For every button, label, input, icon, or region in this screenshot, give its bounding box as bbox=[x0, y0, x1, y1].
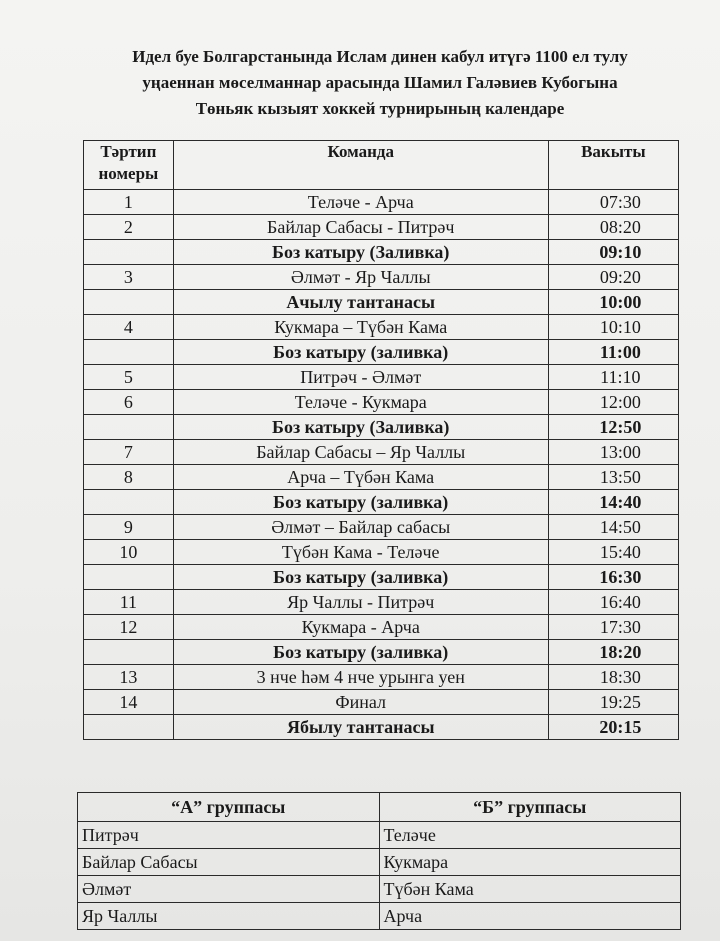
cell-time: 10:10 bbox=[548, 315, 678, 340]
cell-time: 11:10 bbox=[548, 365, 678, 390]
title-line-3: Төньяк кызыят хоккей турнирының календаре bbox=[195, 99, 565, 118]
schedule-header-row bbox=[84, 141, 679, 190]
groups-header-row bbox=[78, 793, 681, 822]
cell-num bbox=[84, 715, 174, 740]
cell-time: 09:10 bbox=[548, 240, 678, 265]
group-row bbox=[78, 876, 681, 903]
group-row bbox=[78, 849, 681, 876]
schedule-row bbox=[84, 365, 679, 390]
cell-time: 07:30 bbox=[548, 190, 678, 215]
schedule-row bbox=[84, 590, 679, 615]
cell-time: 16:30 bbox=[548, 565, 678, 590]
cell-team: Байлар Сабасы - Питрәч bbox=[173, 215, 548, 240]
cell-team: Ачылу тантанасы bbox=[173, 290, 548, 315]
groups-table bbox=[77, 792, 681, 930]
schedule-row bbox=[84, 215, 679, 240]
cell-time: 13:00 bbox=[548, 440, 678, 465]
header-time: Вакыты bbox=[548, 141, 678, 190]
cell-team: Боз катыру (заливка) bbox=[173, 565, 548, 590]
schedule-row bbox=[84, 290, 679, 315]
schedule-row bbox=[84, 715, 679, 740]
title-line-2: уңаеннан мөселманнар арасында Шамил Галәвиев Кубогына bbox=[142, 73, 618, 92]
cell-num: 11 bbox=[84, 590, 174, 615]
cell-num: 8 bbox=[84, 465, 174, 490]
cell-time: 14:50 bbox=[548, 515, 678, 540]
group-a-team: Яр Чаллы bbox=[78, 903, 380, 930]
cell-time: 13:50 bbox=[548, 465, 678, 490]
cell-team: Боз катыру (заливка) bbox=[173, 490, 548, 515]
cell-num bbox=[84, 490, 174, 515]
cell-time: 16:40 bbox=[548, 590, 678, 615]
title-line-1: Идел буе Болгарстанында Ислам динен кабул итүгә 1100 ел тулу bbox=[132, 47, 628, 66]
cell-num: 4 bbox=[84, 315, 174, 340]
schedule-row bbox=[84, 490, 679, 515]
cell-team: Кукмара - Арча bbox=[173, 615, 548, 640]
cell-num: 13 bbox=[84, 665, 174, 690]
header-team: Команда bbox=[173, 141, 548, 190]
schedule-row bbox=[84, 440, 679, 465]
schedule-row bbox=[84, 540, 679, 565]
cell-num bbox=[84, 565, 174, 590]
schedule-row bbox=[84, 390, 679, 415]
cell-team: Теләче - Арча bbox=[173, 190, 548, 215]
cell-time: 18:30 bbox=[548, 665, 678, 690]
cell-num bbox=[84, 340, 174, 365]
schedule-row bbox=[84, 190, 679, 215]
group-a-header: “А” группасы bbox=[78, 793, 380, 822]
cell-time: 12:00 bbox=[548, 390, 678, 415]
cell-num: 12 bbox=[84, 615, 174, 640]
cell-time: 11:00 bbox=[548, 340, 678, 365]
cell-time: 20:15 bbox=[548, 715, 678, 740]
group-b-team: Арча bbox=[379, 903, 681, 930]
cell-time: 19:25 bbox=[548, 690, 678, 715]
cell-team: Питрәч - Әлмәт bbox=[173, 365, 548, 390]
cell-time: 12:50 bbox=[548, 415, 678, 440]
schedule-table bbox=[83, 140, 679, 740]
cell-num: 9 bbox=[84, 515, 174, 540]
schedule-row bbox=[84, 265, 679, 290]
cell-num: 5 bbox=[84, 365, 174, 390]
cell-team: Боз катыру (заливка) bbox=[173, 640, 548, 665]
schedule-row bbox=[84, 690, 679, 715]
group-a-team: Әлмәт bbox=[78, 876, 380, 903]
schedule-row bbox=[84, 515, 679, 540]
cell-num bbox=[84, 415, 174, 440]
cell-team: Боз катыру (Заливка) bbox=[173, 240, 548, 265]
schedule-row bbox=[84, 315, 679, 340]
cell-team: Теләче - Кукмара bbox=[173, 390, 548, 415]
group-row bbox=[78, 822, 681, 849]
cell-num: 7 bbox=[84, 440, 174, 465]
document-title bbox=[60, 44, 700, 122]
group-b-team: Теләче bbox=[379, 822, 681, 849]
cell-time: 09:20 bbox=[548, 265, 678, 290]
cell-num: 2 bbox=[84, 215, 174, 240]
schedule-row bbox=[84, 415, 679, 440]
group-b-header: “Б” группасы bbox=[379, 793, 681, 822]
cell-time: 15:40 bbox=[548, 540, 678, 565]
schedule-row bbox=[84, 565, 679, 590]
cell-team: 3 нче һәм 4 нче урынга уен bbox=[173, 665, 548, 690]
cell-team: Яр Чаллы - Питрәч bbox=[173, 590, 548, 615]
cell-team: Ябылу тантанасы bbox=[173, 715, 548, 740]
cell-num bbox=[84, 640, 174, 665]
cell-num bbox=[84, 290, 174, 315]
group-a-team: Байлар Сабасы bbox=[78, 849, 380, 876]
group-b-team: Түбән Кама bbox=[379, 876, 681, 903]
schedule-row bbox=[84, 240, 679, 265]
schedule-row bbox=[84, 340, 679, 365]
cell-team: Түбән Кама - Теләче bbox=[173, 540, 548, 565]
schedule-row bbox=[84, 615, 679, 640]
header-num: Тәртип номеры bbox=[84, 141, 174, 190]
cell-num bbox=[84, 240, 174, 265]
cell-team: Әлмәт – Байлар сабасы bbox=[173, 515, 548, 540]
cell-time: 14:40 bbox=[548, 490, 678, 515]
cell-num: 6 bbox=[84, 390, 174, 415]
cell-team: Әлмәт - Яр Чаллы bbox=[173, 265, 548, 290]
cell-num: 3 bbox=[84, 265, 174, 290]
cell-team: Боз катыру (Заливка) bbox=[173, 415, 548, 440]
schedule-row bbox=[84, 665, 679, 690]
cell-num: 1 bbox=[84, 190, 174, 215]
schedule-row bbox=[84, 640, 679, 665]
cell-num: 14 bbox=[84, 690, 174, 715]
cell-team: Арча – Түбән Кама bbox=[173, 465, 548, 490]
cell-time: 17:30 bbox=[548, 615, 678, 640]
cell-time: 10:00 bbox=[548, 290, 678, 315]
cell-time: 08:20 bbox=[548, 215, 678, 240]
schedule-row bbox=[84, 465, 679, 490]
cell-team: Финал bbox=[173, 690, 548, 715]
group-row bbox=[78, 903, 681, 930]
cell-time: 18:20 bbox=[548, 640, 678, 665]
cell-team: Боз катыру (заливка) bbox=[173, 340, 548, 365]
cell-num: 10 bbox=[84, 540, 174, 565]
group-a-team: Питрәч bbox=[78, 822, 380, 849]
cell-team: Байлар Сабасы – Яр Чаллы bbox=[173, 440, 548, 465]
cell-team: Кукмара – Түбән Кама bbox=[173, 315, 548, 340]
group-b-team: Кукмара bbox=[379, 849, 681, 876]
